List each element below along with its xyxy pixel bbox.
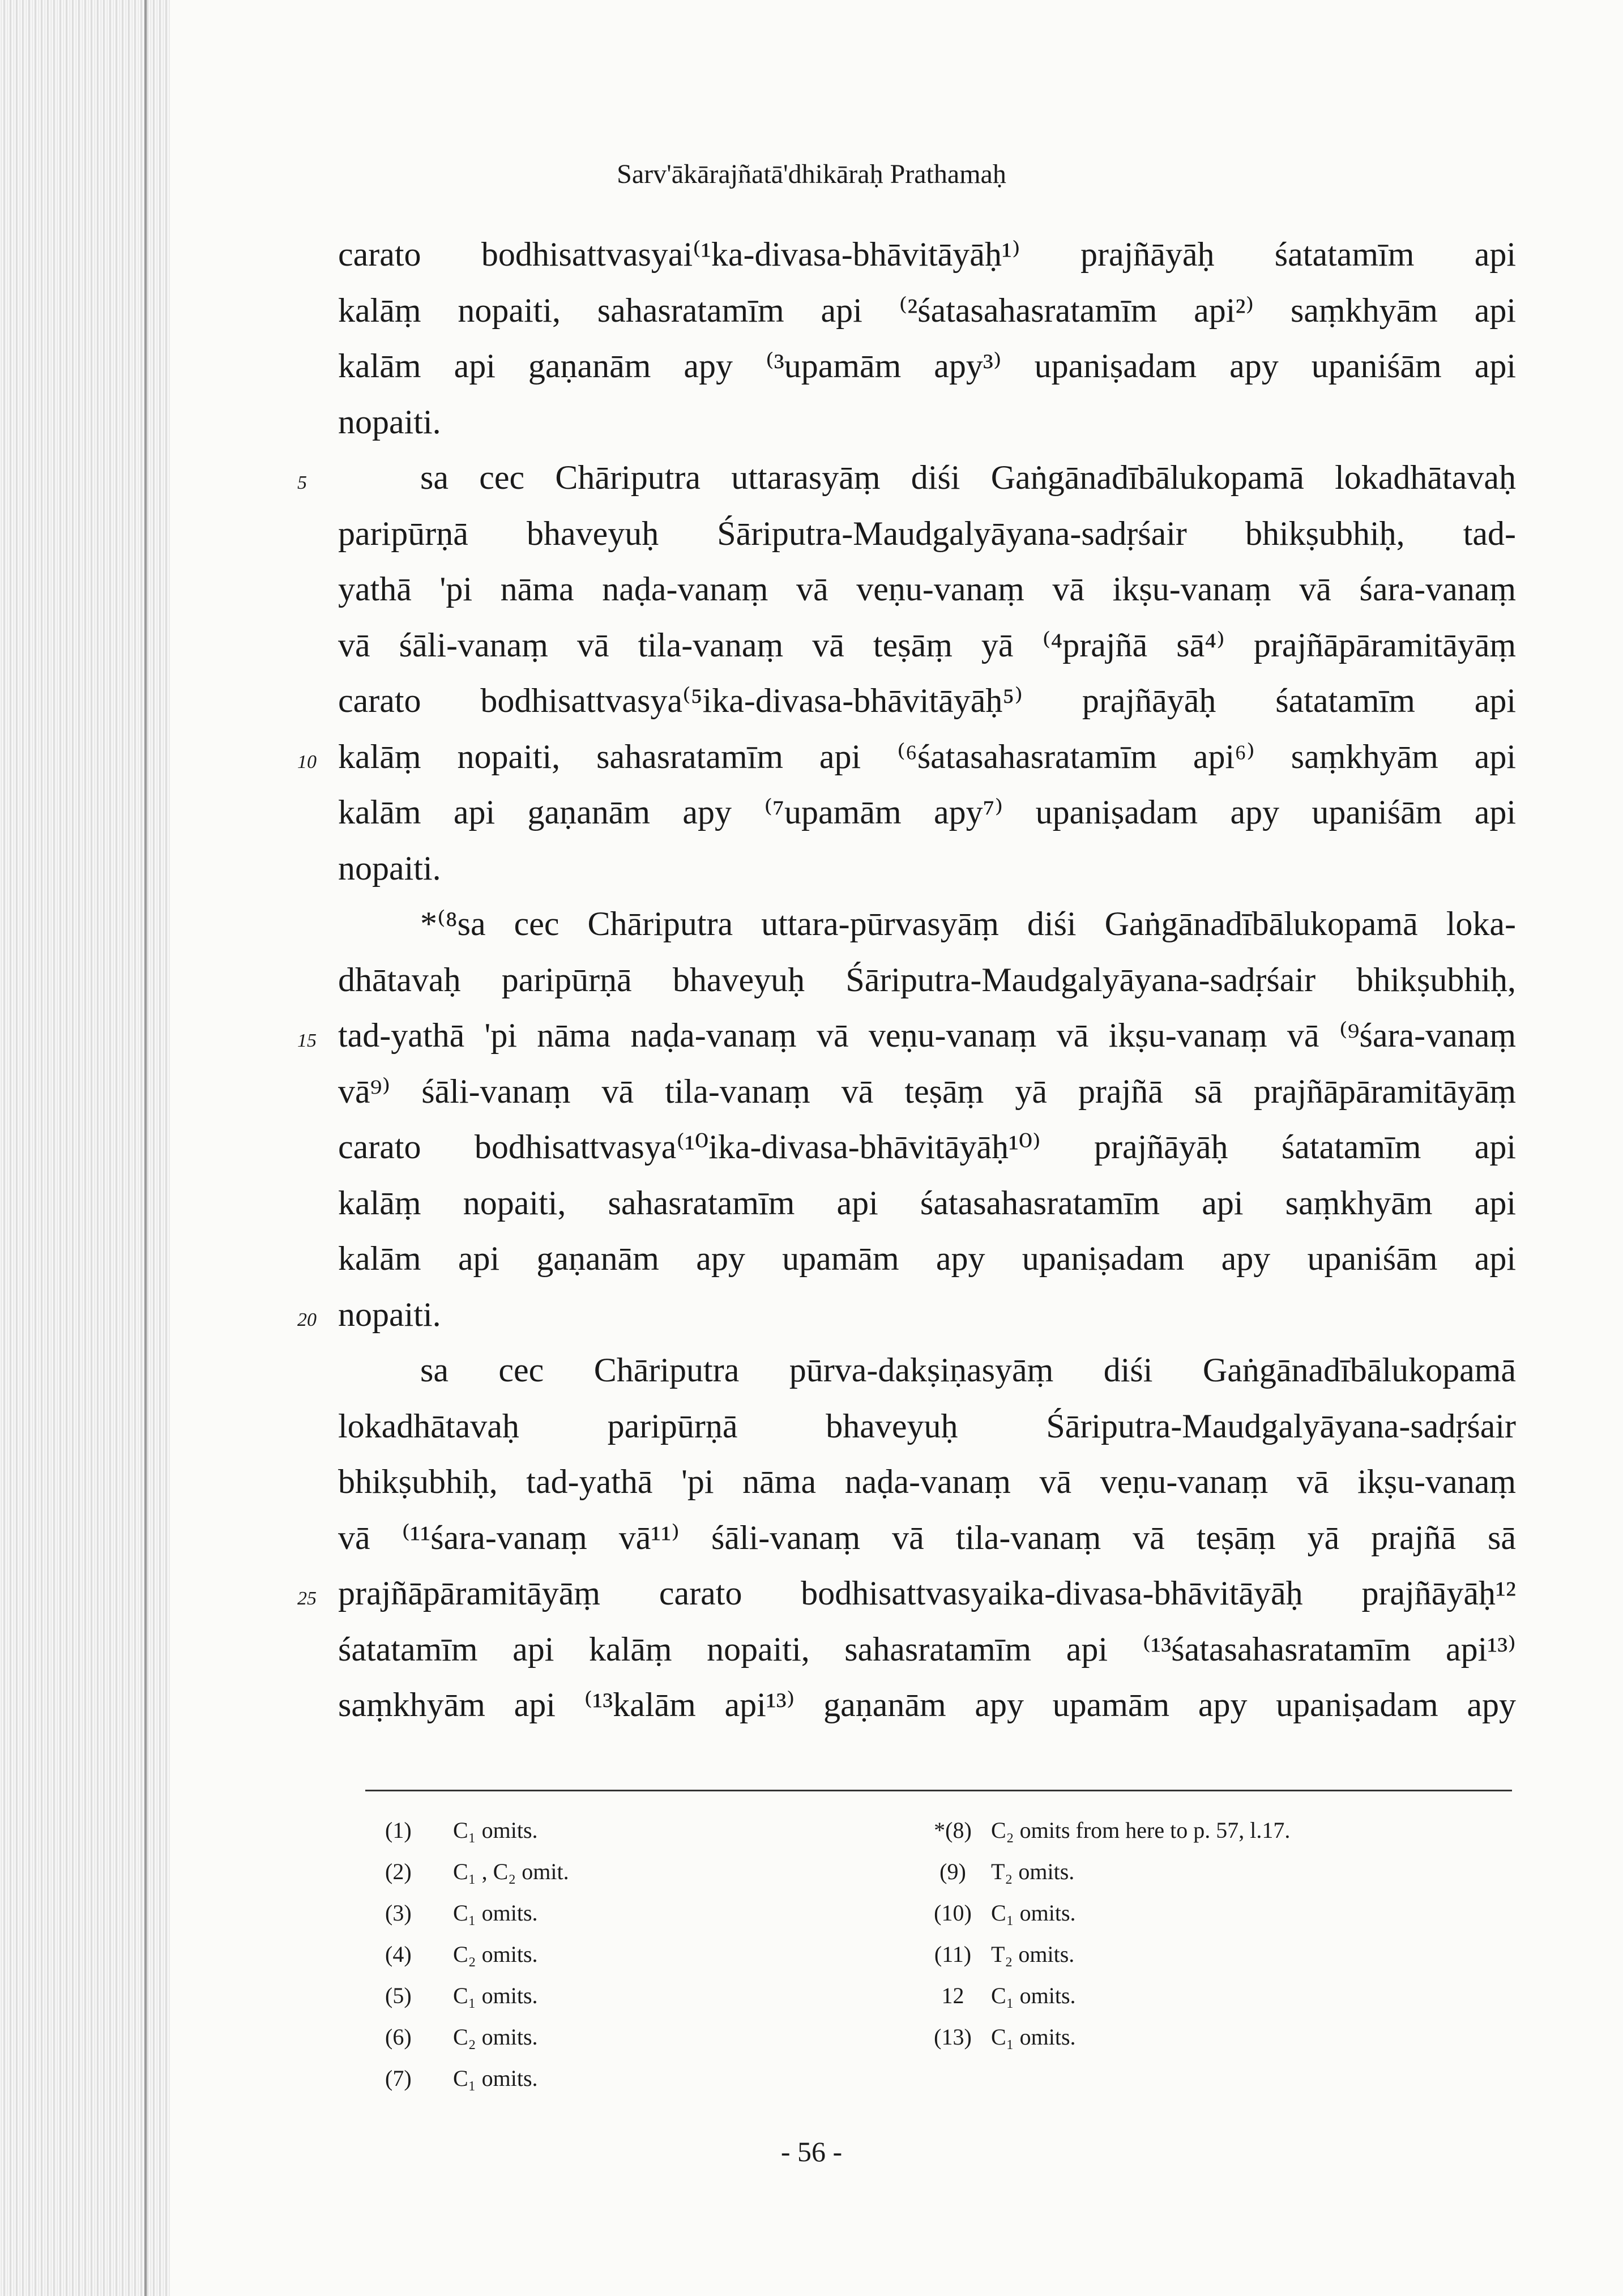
line-text: kalāṃ nopaiti, sahasratamīm api ⁽⁶śatasahasratamīm api⁶⁾ saṃkhyām api <box>338 737 1516 775</box>
footnote-text: C₂ omits. <box>453 2024 538 2050</box>
footnote-number: (13) <box>934 2024 972 2050</box>
text-line-13 <box>338 896 1516 952</box>
line-text: *⁽⁸sa cec Chāriputra uttara-pūrvasyāṃ diśi Gaṅgānadībālukopamā loka- <box>420 905 1516 942</box>
footnote <box>385 2016 569 2058</box>
line-text: lokadhātavaḥ paripūrṇā bhaveyuḥ Śāriputra-Maudgalyāyana-sadṛśair <box>338 1407 1516 1445</box>
line-text: kalām api gaṇanām apy ⁽⁷upamām apy⁷⁾ upaniṣadam apy upaniśām api <box>338 793 1516 831</box>
footnote <box>385 1810 569 1851</box>
footnote-text: C₁ omits. <box>991 1900 1076 1926</box>
text-line-25 <box>297 1565 1516 1621</box>
line-text: vā śāli-vanaṃ vā tila-vanaṃ vā teṣāṃ yā ⁽⁴prajñā sā⁴⁾ prajñāpāramitāyāṃ <box>338 626 1516 664</box>
text-line-21 <box>338 1342 1516 1398</box>
text-line-14 <box>338 952 1516 1008</box>
text-line-9 <box>338 673 1516 729</box>
footnote-text: T₂ omits. <box>991 1859 1075 1884</box>
text-line-10 <box>297 729 1516 785</box>
line-text: kalāṃ nopaiti, sahasratamīm api ⁽²śatasahasratamīm api²⁾ saṃkhyām api <box>338 291 1516 329</box>
footnote-text: C₁ omits. <box>991 1983 1076 2008</box>
text-line-19 <box>338 1231 1516 1287</box>
footnote <box>385 1851 569 1892</box>
text-line-16 <box>338 1064 1516 1120</box>
footnote-number: (7) <box>385 2065 412 2091</box>
footnote-divider <box>365 1790 1512 1791</box>
text-line-24 <box>338 1510 1516 1566</box>
line-text: tad-yathā 'pi nāma naḍa-vanaṃ vā veṇu-vanaṃ vā ikṣu-vanaṃ vā ⁽⁹śara-vanaṃ <box>338 1017 1516 1054</box>
footnote <box>915 1934 1290 1975</box>
footnote-text: C₁ omits. <box>453 1983 538 2008</box>
text-line-17 <box>338 1119 1516 1175</box>
line-text: yathā 'pi nāma naḍa-vanaṃ vā veṇu-vanaṃ vā ikṣu-vanaṃ vā śara-vanaṃ <box>338 570 1516 608</box>
line-text: carato bodhisattvasyai⁽¹ka-divasa-bhāvitāyāḥ¹⁾ prajñāyāḥ śatatamīm api <box>338 236 1516 273</box>
text-line-3 <box>338 338 1516 394</box>
footnote <box>385 1975 569 2016</box>
footnote-number: (11) <box>934 1941 972 1967</box>
footnote-number: (10) <box>934 1900 972 1926</box>
footnote-number: 12 <box>941 1983 964 2008</box>
footnote-text: C₁ omits. <box>453 1900 538 1926</box>
footnote <box>915 1975 1290 2016</box>
line-text: sa cec Chāriputra pūrva-dakṣiṇasyāṃ diśi Gaṅgānadībālukopamā <box>420 1351 1516 1389</box>
line-text: prajñāpāramitāyāṃ carato bodhisattvasyaika-divasa-bhāvitāyāḥ prajñāyāḥ¹² <box>338 1574 1516 1612</box>
line-number: 10 <box>297 751 317 773</box>
line-text: vā⁹⁾ śāli-vanaṃ vā tila-vanaṃ vā teṣāṃ yā prajñā sā prajñāpāramitāyāṃ <box>338 1072 1516 1110</box>
footnote <box>385 1934 569 1975</box>
text-line-26 <box>338 1621 1516 1678</box>
text-line-5 <box>297 450 1516 506</box>
line-text: vā ⁽¹¹śara-vanaṃ vā¹¹⁾ śāli-vanaṃ vā tila-vanaṃ vā teṣāṃ yā prajñā sā <box>338 1518 1516 1556</box>
line-text: carato bodhisattvasya⁽⁵ika-divasa-bhāvitāyāḥ⁵⁾ prajñāyāḥ śatatamīm api <box>338 682 1516 719</box>
line-number: 20 <box>297 1309 317 1330</box>
text-line-7 <box>338 561 1516 617</box>
line-text: sa cec Chāriputra uttarasyāṃ diśi Gaṅgānadībālukopamā lokadhātavaḥ <box>420 459 1516 496</box>
footnote-text: C₂ omits from here to p. 57, l.17. <box>991 1817 1291 1843</box>
text-line-6 <box>338 506 1516 562</box>
footnote-number: (5) <box>385 1983 412 2008</box>
line-text: kalām api gaṇanām apy ⁽³upamām apy³⁾ upaniṣadam apy upaniśām api <box>338 347 1516 385</box>
footnote-number: (2) <box>385 1859 412 1884</box>
line-number: 15 <box>297 1030 317 1051</box>
text-line-18 <box>338 1175 1516 1231</box>
line-text: kalāṃ nopaiti, sahasratamīm api śatasahasratamīm api saṃkhyām api <box>338 1184 1516 1222</box>
running-header: Sarv'ākārajñatā'dhikāraḥ Prathamaḥ <box>617 159 1006 189</box>
line-text: kalām api gaṇanām apy upamām apy upaniṣadam apy upaniśām api <box>338 1240 1516 1277</box>
footnote-text: C₁ , C₂ omit. <box>453 1859 569 1884</box>
text-line-11 <box>338 784 1516 840</box>
text-line-22 <box>338 1398 1516 1454</box>
line-text: dhātavaḥ paripūrṇā bhaveyuḥ Śāriputra-Maudgalyāyana-sadṛśair bhikṣubhiḥ, <box>338 961 1516 998</box>
line-text: śatatamīm api kalāṃ nopaiti, sahasratamīm api ⁽¹³śatasahasratamīm api¹³⁾ <box>338 1630 1516 1668</box>
text-line-27 <box>338 1677 1516 1733</box>
footnote <box>385 2058 569 2099</box>
line-text: nopaiti. <box>338 403 441 441</box>
line-text: paripūrṇā bhaveyuḥ Śāriputra-Maudgalyāyana-sadṛśair bhikṣubhiḥ, tad- <box>338 514 1516 552</box>
footnote-number: (6) <box>385 2024 412 2050</box>
line-text: bhikṣubhiḥ, tad-yathā 'pi nāma naḍa-vanaṃ vā veṇu-vanaṃ vā ikṣu-vanaṃ <box>338 1463 1516 1500</box>
footnote-number: *(8) <box>934 1817 972 1843</box>
footnote-text: C₁ omits. <box>991 2024 1076 2050</box>
line-number: 5 <box>297 472 307 493</box>
footnote-number: (1) <box>385 1817 412 1843</box>
footnotes-left-column <box>385 1810 569 2099</box>
text-line-12 <box>338 840 1516 897</box>
text-line-4 <box>338 394 1516 450</box>
footnote-number: (9) <box>939 1859 966 1884</box>
text-line-15 <box>297 1008 1516 1064</box>
footnotes-right-column <box>915 1810 1290 2058</box>
text-line-23 <box>338 1454 1516 1510</box>
footnote-text: C₁ omits. <box>453 2065 538 2091</box>
text-line-20 <box>297 1287 1516 1343</box>
footnote-text: C₂ omits. <box>453 1941 538 1967</box>
line-text: carato bodhisattvasya⁽¹⁰ika-divasa-bhāvitāyāḥ¹⁰⁾ prajñāyāḥ śatatamīm api <box>338 1128 1516 1166</box>
text-line-2 <box>338 283 1516 339</box>
text-line-1 <box>338 227 1516 283</box>
footnote <box>915 1892 1290 1934</box>
footnote-number: (4) <box>385 1941 412 1967</box>
footnote <box>915 1851 1290 1892</box>
main-text <box>297 227 1516 1733</box>
line-text: nopaiti. <box>338 849 441 887</box>
footnote <box>385 1892 569 1934</box>
line-text: nopaiti. <box>338 1295 441 1333</box>
line-number: 25 <box>297 1588 317 1609</box>
scan-binding-line <box>144 0 147 2296</box>
footnote-text: T₂ omits. <box>991 1941 1075 1967</box>
footnote-number: (3) <box>385 1900 412 1926</box>
line-text: saṃkhyām api ⁽¹³kalām api¹³⁾ gaṇanām apy upamām apy upaniṣadam apy <box>338 1686 1516 1723</box>
footnote-text: C₁ omits. <box>453 1817 538 1843</box>
footnote <box>915 1810 1290 1851</box>
page-number: - 56 - <box>780 2136 843 2167</box>
footnote <box>915 2016 1290 2058</box>
text-line-8 <box>338 617 1516 673</box>
